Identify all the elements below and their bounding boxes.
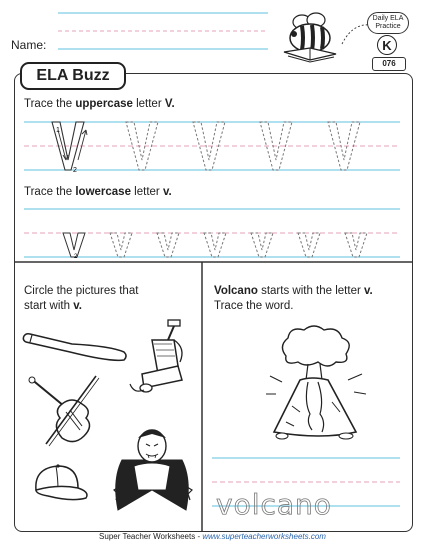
svg-text:2: 2 [74,254,78,260]
badge-title: Daily ELA Practice [372,15,404,30]
instr-text: Trace the [24,98,76,110]
footer [0,532,425,541]
volcano-word: Volcano [214,285,258,297]
instr-text: letter [132,98,165,110]
instr-bold: lowercase [75,186,131,198]
volcano-line2: Trace the word. [214,300,294,312]
badge-number: 076 [382,59,396,68]
instr-letter: v. [162,186,172,198]
svg-text:2: 2 [73,167,77,174]
circle-letter: v. [73,300,82,312]
volcano-letter: v. [364,285,373,297]
title-text: ELA Buzz [36,67,110,84]
volcano-trace-word: volcano [216,488,332,521]
grade-letter: K [382,37,392,53]
name-label: Name: [11,38,47,52]
circle-line2: start with [24,300,74,312]
instr-letter: V. [164,98,175,110]
footer-url[interactable]: www.superteacherworksheets.com [202,532,326,541]
instr-text: letter [130,186,163,198]
instr-bold: uppercase [75,98,133,110]
volcano-line1: starts with the letter [257,285,364,297]
instr-text: Trace the [24,186,76,198]
circle-line1: Circle the pictures that [24,285,139,297]
svg-text:1: 1 [56,127,60,134]
footer-text: Super Teacher Worksheets - [99,532,203,541]
